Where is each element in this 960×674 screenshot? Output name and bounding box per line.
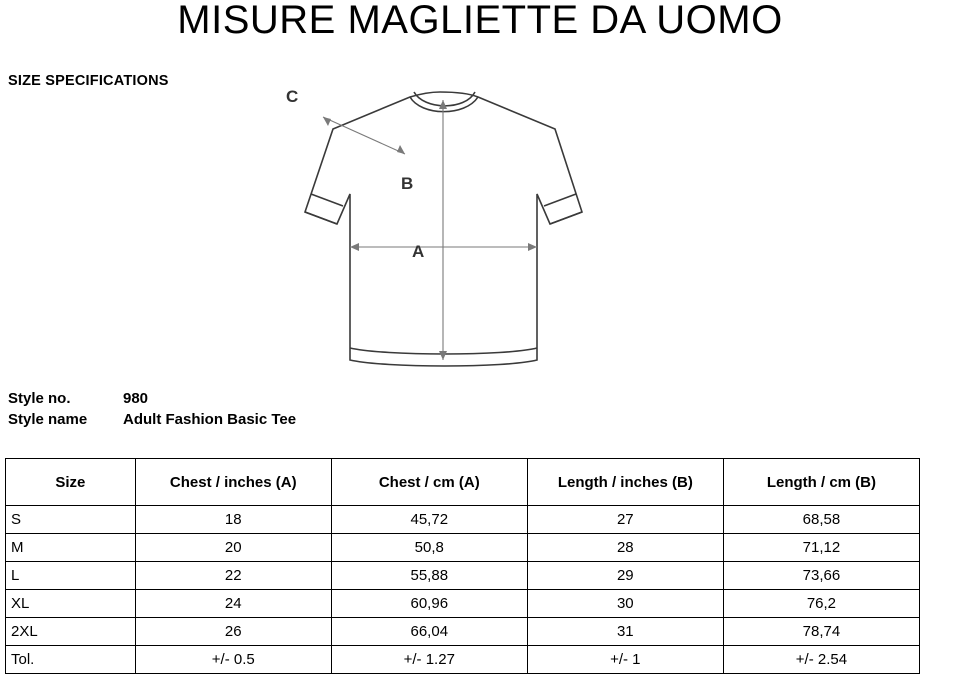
table-row — [6, 534, 920, 562]
table-row — [6, 506, 920, 534]
cell-length-inches: 30 — [527, 590, 723, 618]
cell-chest-cm: 55,88 — [331, 562, 527, 590]
cell-chest-cm: 66,04 — [331, 618, 527, 646]
tshirt-svg — [225, 72, 625, 377]
style-no-value: 980 — [123, 390, 149, 407]
cell-chest-cm: 60,96 — [331, 590, 527, 618]
cell-length-inches: 28 — [527, 534, 723, 562]
style-no-label: Style no. — [8, 390, 71, 407]
tshirt-diagram — [225, 72, 625, 377]
cell-length-cm: 76,2 — [723, 590, 919, 618]
cell-size: M — [6, 534, 136, 562]
cell-chest-cm: 45,72 — [331, 506, 527, 534]
table-row — [6, 618, 920, 646]
size-table-body — [6, 506, 920, 674]
cell-chest-inches: 20 — [135, 534, 331, 562]
cell-length-cm: 71,12 — [723, 534, 919, 562]
cell-chest-cm: +/- 1.27 — [331, 646, 527, 674]
table-row — [6, 590, 920, 618]
cell-chest-inches: 22 — [135, 562, 331, 590]
style-info — [8, 390, 296, 432]
cell-chest-inches: +/- 0.5 — [135, 646, 331, 674]
marker-b-label: B — [401, 174, 414, 193]
size-specifications-label: SIZE SPECIFICATIONS — [8, 73, 169, 89]
style-name-value: Adult Fashion Basic Tee — [123, 411, 297, 428]
table-row — [6, 562, 920, 590]
page-title: MISURE MAGLIETTE DA UOMO — [177, 0, 783, 42]
cell-length-cm: 73,66 — [723, 562, 919, 590]
cell-chest-inches: 18 — [135, 506, 331, 534]
table-row — [6, 646, 920, 674]
cell-length-cm: 68,58 — [723, 506, 919, 534]
cell-size: XL — [6, 590, 136, 618]
table-header-row — [6, 459, 920, 506]
style-no-row — [8, 390, 296, 407]
header-chest-cm: Chest / cm (A) — [331, 459, 527, 506]
cell-chest-cm: 50,8 — [331, 534, 527, 562]
style-name-row — [8, 411, 296, 428]
cell-length-inches: 31 — [527, 618, 723, 646]
cell-length-inches: 27 — [527, 506, 723, 534]
cell-length-inches: +/- 1 — [527, 646, 723, 674]
marker-c-label: C — [286, 87, 299, 106]
header-chest-inches: Chest / inches (A) — [135, 459, 331, 506]
style-name-label: Style name — [8, 411, 88, 428]
header-length-inches: Length / inches (B) — [527, 459, 723, 506]
size-table — [5, 458, 920, 674]
cell-length-cm: 78,74 — [723, 618, 919, 646]
cell-size: 2XL — [6, 618, 136, 646]
cell-size: S — [6, 506, 136, 534]
cell-length-cm: +/- 2.54 — [723, 646, 919, 674]
cell-chest-inches: 24 — [135, 590, 331, 618]
cell-size: L — [6, 562, 136, 590]
size-table-header — [6, 459, 920, 506]
marker-a-label: A — [412, 242, 425, 261]
cell-length-inches: 29 — [527, 562, 723, 590]
header-size: Size — [6, 459, 136, 506]
cell-chest-inches: 26 — [135, 618, 331, 646]
cell-size: Tol. — [6, 646, 136, 674]
header-length-cm: Length / cm (B) — [723, 459, 919, 506]
